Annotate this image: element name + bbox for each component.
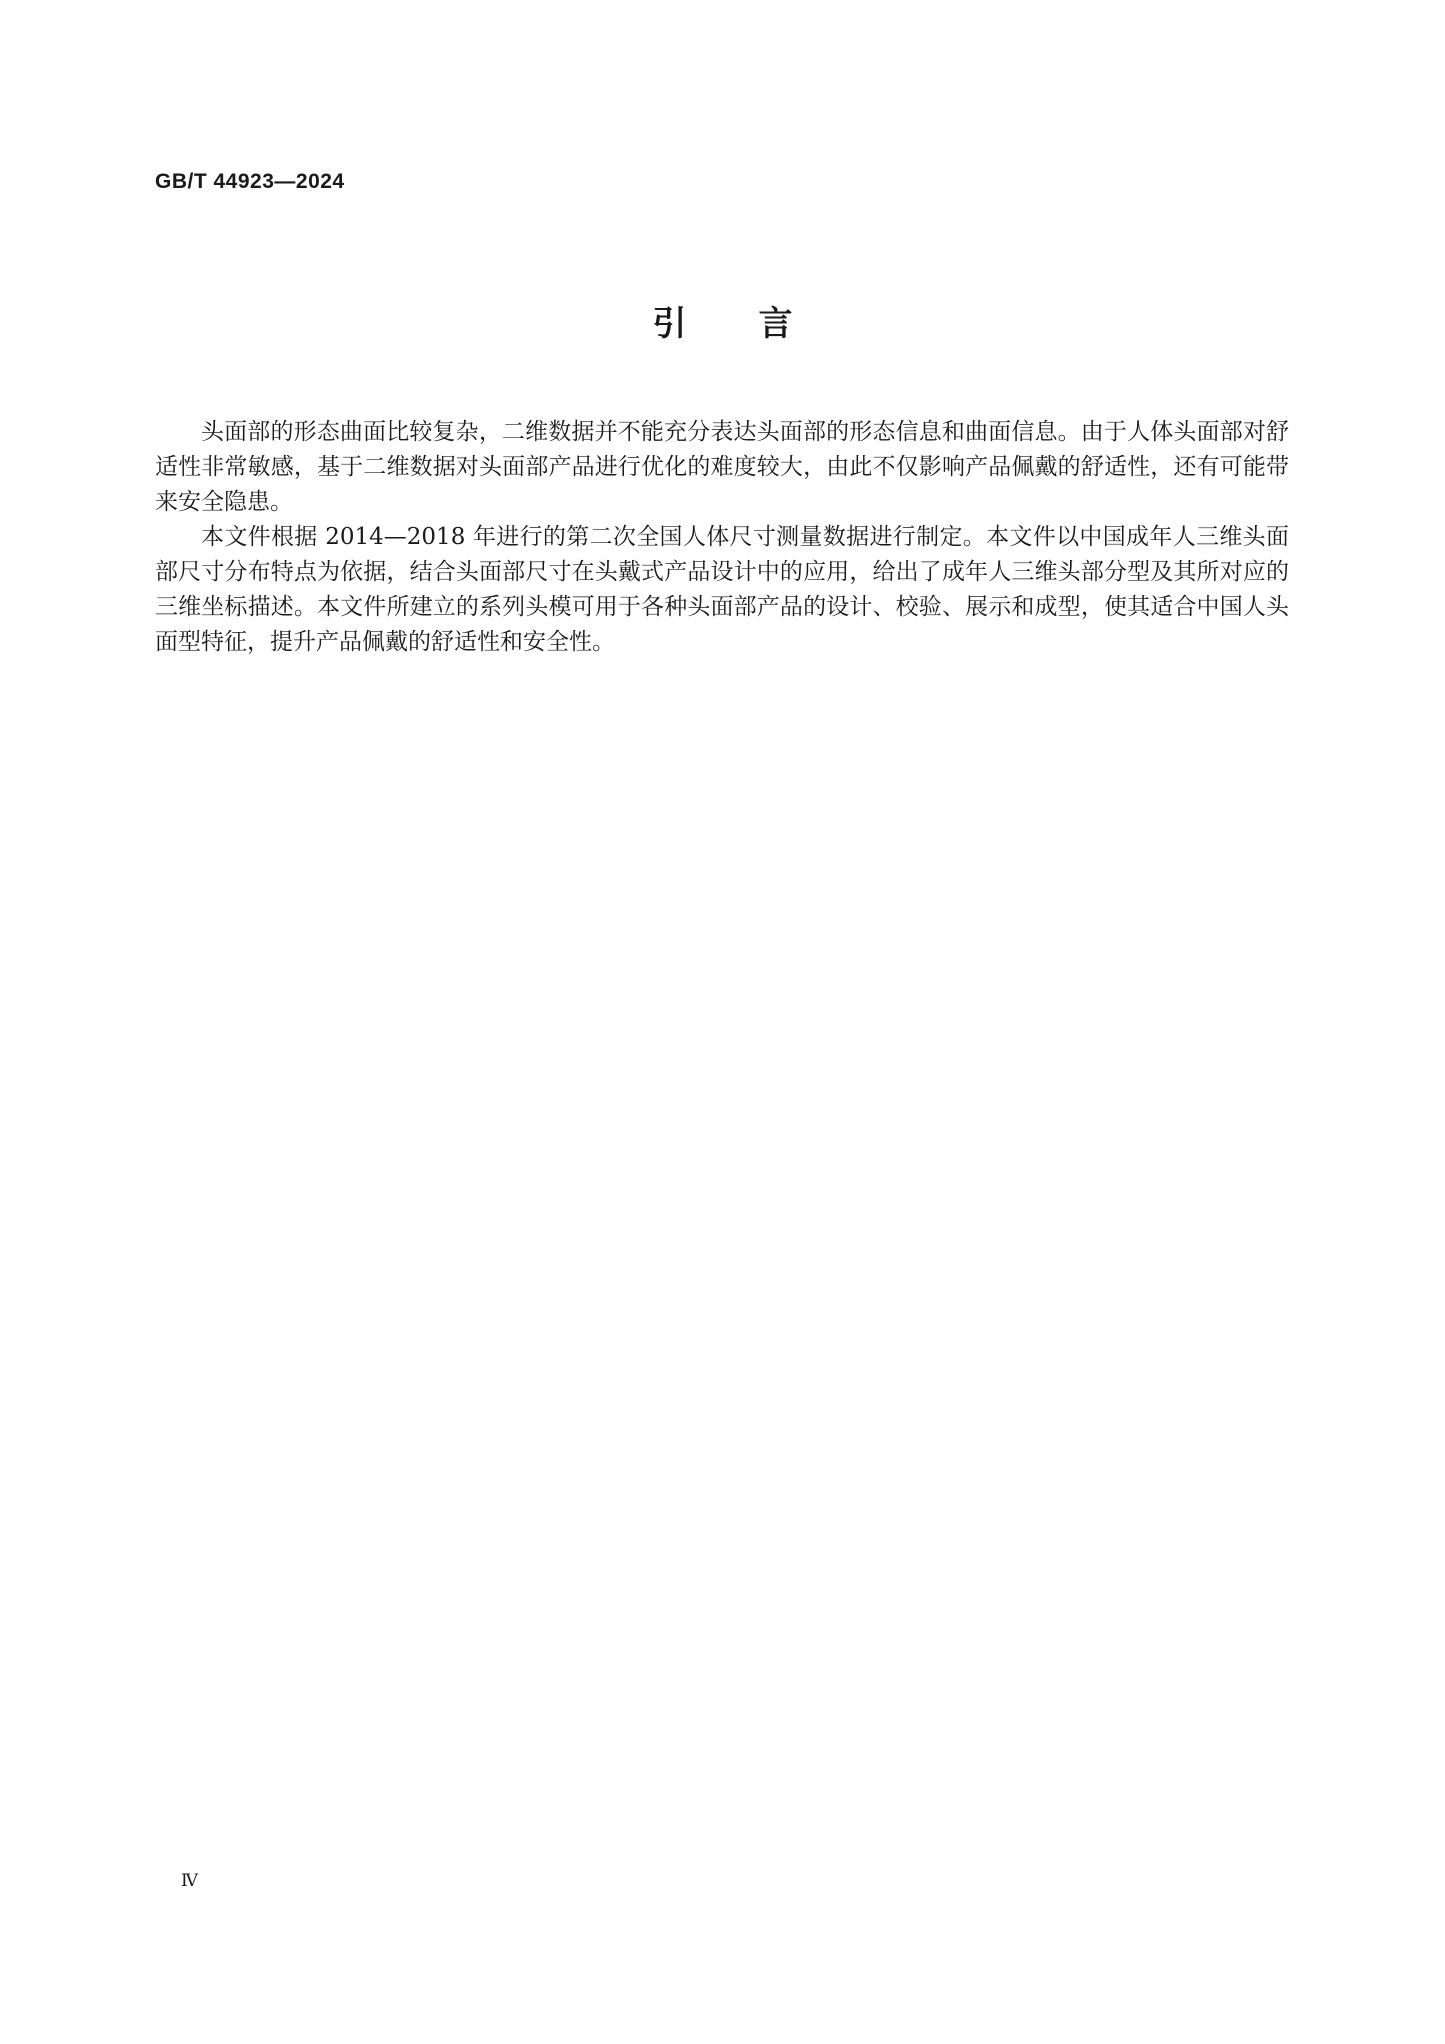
standard-number: GB/T 44923—2024 (155, 170, 345, 193)
document-body (155, 415, 1289, 660)
paragraph-2: 本文件根据 2014—2018 年进行的第二次全国人体尺寸测量数据进行制定。本文件以中国成年人三维头面部尺寸分布特点为依据，结合头面部尺寸在头戴式产品设计中的应用，给出了成年人三维头部分型及其所对应的三维坐标描述。本文件所建立的系列头模可用于各种头面部产品的设计、校验、展示和成型，使其适合中国人头面型特征，提升产品佩戴的舒适性和安全性。 (155, 524, 1289, 655)
paragraph-1: 头面部的形态曲面比较复杂，二维数据并不能充分表达头面部的形态信息和曲面信息。由于人体头面部对舒适性非常敏感，基于二维数据对头面部产品进行优化的难度较大，由此不仅影响产品佩戴的舒适性，还有可能带来安全隐患。 (155, 419, 1289, 515)
page-number: Ⅳ (181, 1871, 198, 1891)
page-title: 引言 (652, 304, 865, 344)
